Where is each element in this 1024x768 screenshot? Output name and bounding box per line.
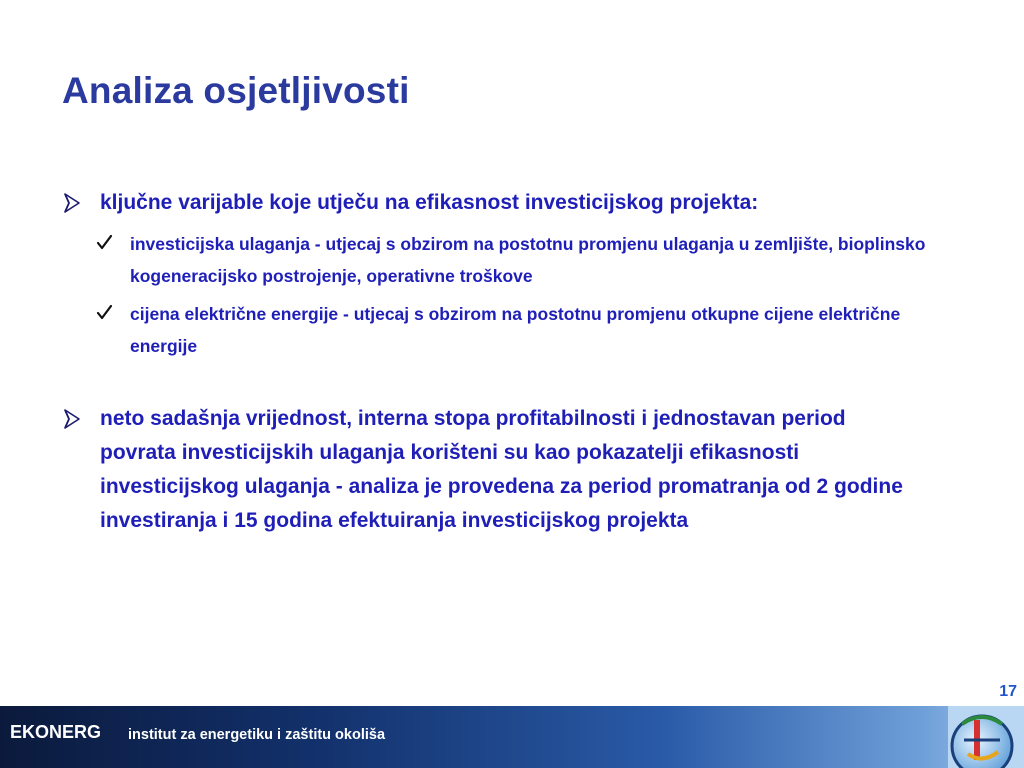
footer-brand: EKONERG — [10, 722, 102, 742]
subbullet-text: investicijska ulaganja - utjecaj s obzirom na postotnu promjenu ulaganja u zemljište, bioplinsko kogeneracijsko postrojenje, operativne troškove — [130, 234, 926, 286]
checkmark-bullet-icon — [96, 298, 116, 330]
bullet-item-key-variables — [62, 186, 962, 220]
subbullet-item-electricity-price — [96, 298, 946, 362]
arrowhead-bullet-icon — [62, 186, 84, 220]
arrowhead-bullet-icon — [62, 402, 84, 436]
slide-title: Analiza osjetljivosti — [62, 70, 410, 111]
footer-bar — [0, 706, 1024, 768]
bullet-item-indicators — [62, 402, 922, 538]
checkmark-bullet-icon — [96, 228, 116, 260]
footer-subtitle: institut za energetiku i zaštitu okoliša — [128, 727, 386, 743]
bullet-text: neto sadašnja vrijednost, interna stopa profitabilnosti i jednostavan period povrata investicijskih ulaganja korišteni su kao pokazatelji efikasnosti investicijskog ulaganja - analiza je provedena za period promatranja od 2 godine investiranja i 15 godina efektuiranja investicijskog projekta — [100, 407, 903, 532]
ekonerg-logo-icon — [948, 706, 1024, 768]
page-number: 17 — [999, 683, 1017, 700]
bullet-text: ključne varijable koje utječu na efikasnost investicijskog projekta: — [100, 191, 759, 214]
subbullet-item-investments — [96, 228, 946, 292]
subbullet-text: cijena električne energije - utjecaj s obzirom na postotnu promjenu otkupne cijene električne energije — [130, 304, 901, 356]
